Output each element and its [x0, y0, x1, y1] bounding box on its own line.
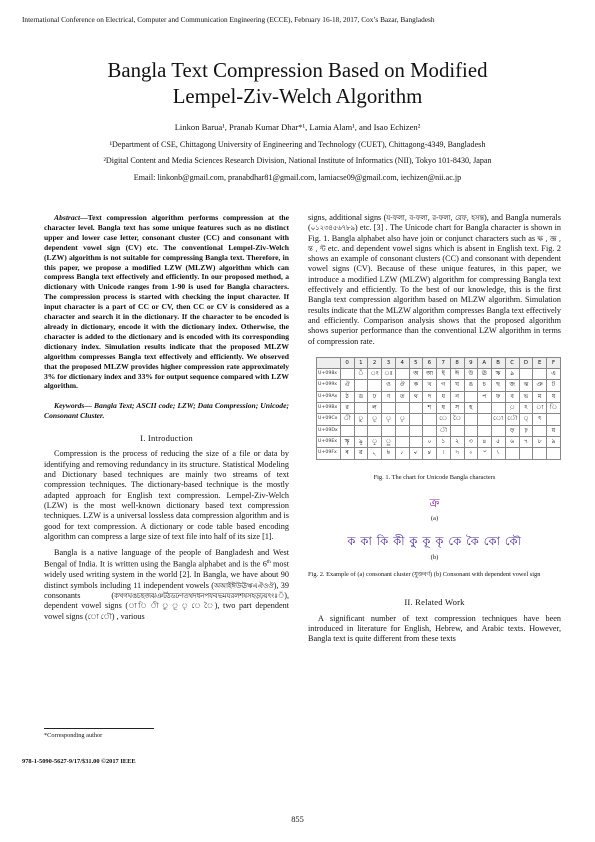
- chart-cell: স: [450, 403, 464, 414]
- chart-cell: ছ: [491, 380, 505, 391]
- chart-cell: ৫: [491, 436, 505, 447]
- chart-cell: [354, 425, 368, 436]
- figure-1-caption: Fig. 1. The chart for Unicode Bangla characters: [373, 473, 496, 481]
- chart-cell: [505, 448, 519, 459]
- chart-cell: য: [547, 391, 561, 402]
- chart-cell: [519, 448, 533, 459]
- text-run: most widely used writing system in the world [2]. In Bangla, we have about 90 distinct symbols including 11 independent vowels (: [44, 560, 289, 590]
- chart-header-cell: 5: [409, 357, 423, 368]
- chart-row: [317, 403, 561, 414]
- chart-cell: [395, 369, 409, 380]
- chart-cell: চ: [478, 380, 492, 391]
- chart-cell: অ: [409, 369, 423, 380]
- chart-cell: ূ: [368, 414, 382, 425]
- chart-cell: ণ: [381, 391, 395, 402]
- chart-cell: [395, 436, 409, 447]
- chart-cell: ৎ: [533, 414, 547, 425]
- chart-cell: ৳: [381, 448, 395, 459]
- chart-cell: ৪: [478, 436, 492, 447]
- chart-cell: ়: [505, 403, 519, 414]
- bangla-dependent-vowels: া ি ী ু ূ ৃ ে ৈ: [128, 602, 215, 611]
- chart-cell: ঃ: [381, 369, 395, 380]
- chart-cell: ঞ: [533, 380, 547, 391]
- chart-cell: [340, 369, 354, 380]
- chart-header-cell: 1: [354, 357, 368, 368]
- bangla-additional-signs: য-ফলা, ব-ফলা, র-ফলা, রেফ, হসন্ত: [386, 214, 485, 222]
- chart-cell: দ: [423, 391, 437, 402]
- section-heading-introduction: I. Introduction: [140, 433, 193, 444]
- consonant-vowel-glyphs: ক কা কি কী কু কূ কৃ কে কৈ কো কৌ: [347, 534, 522, 549]
- chart-cell: ৵: [409, 448, 423, 459]
- bangla-vowels: অআইঈউঊঋএঐওঔ: [214, 581, 274, 590]
- footnote: *Corresponding author: [44, 732, 103, 739]
- conference-header: International Conference on Electrical, Computer and Communication Engineering (ECCE), February 16-18, 2017, Cox’s Bazar, Bangladesh: [22, 15, 435, 24]
- bangla-conjuncts: ক্ষ , জ্ঞ , ন্ত , ন্ট: [308, 234, 561, 253]
- chart-cell: ৭: [519, 436, 533, 447]
- chart-row: [317, 380, 561, 391]
- chart-row-label: U+09Dx: [317, 425, 341, 436]
- chart-cell: ৺: [478, 448, 492, 459]
- chart-row: [317, 391, 561, 402]
- chart-cell: র: [340, 403, 354, 414]
- chart-header-cell: C: [505, 357, 519, 368]
- chart-cell: গ: [436, 380, 450, 391]
- chart-row: [317, 425, 561, 436]
- chart-row-label: U+09Fx: [317, 448, 341, 459]
- text-run: ), 39 consonants (: [44, 580, 289, 601]
- text-run: ) (b) Consonant with dependent vowel sign: [430, 571, 541, 579]
- chart-cell: ৈ: [450, 414, 464, 425]
- chart-header-row: [317, 357, 561, 368]
- chart-cell: ৶: [423, 448, 437, 459]
- chart-header-cell: 0: [340, 357, 354, 368]
- chart-row: [317, 369, 561, 380]
- chart-cell: ৃ: [381, 414, 395, 425]
- chart-cell: ৩: [464, 436, 477, 447]
- chart-cell: ৠ: [340, 436, 354, 447]
- chart-cell: [381, 425, 395, 436]
- chart-cell: [340, 425, 354, 436]
- chart-cell: ে: [436, 414, 450, 425]
- bangla-caption-word: যুক্তবর্ণ: [414, 572, 431, 579]
- chart-header-cell: 2: [368, 357, 382, 368]
- chart-cell: ড: [354, 391, 368, 402]
- chart-cell: ঋ: [491, 369, 505, 380]
- left-column: [44, 213, 289, 628]
- chart-cell: থ: [409, 391, 423, 402]
- chart-header-cell: E: [533, 357, 547, 368]
- chart-header-cell: 7: [436, 357, 450, 368]
- chart-cell: ঽ: [519, 403, 533, 414]
- figure-2a-label: (a): [430, 515, 439, 523]
- chart-cell: [354, 403, 368, 414]
- chart-row-label: U+098x: [317, 369, 341, 380]
- chart-row: [317, 436, 561, 447]
- chart-cell: ঢ়: [519, 425, 533, 436]
- chart-cell: ৬: [505, 436, 519, 447]
- chart-cell: ঐ: [340, 380, 354, 391]
- chart-header-cell: 6: [423, 357, 437, 368]
- chart-cell: [368, 380, 382, 391]
- chart-cell: ক: [409, 380, 423, 391]
- chart-cell: [409, 414, 423, 425]
- chart-cell: [409, 425, 423, 436]
- chart-cell: ী: [340, 414, 354, 425]
- intro-paragraph-2: [44, 548, 289, 622]
- chart-header-cell: A: [478, 357, 492, 368]
- abstract-label: Abstract: [54, 213, 81, 222]
- chart-cell: ৢ: [368, 436, 382, 447]
- chart-cell: ১: [436, 436, 450, 447]
- chart-cell: [464, 414, 477, 425]
- chart-cell: ত: [395, 391, 409, 402]
- chart-row: [317, 414, 561, 425]
- chart-header-cell: D: [519, 357, 533, 368]
- chart-cell: [395, 403, 409, 414]
- chart-cell: ০: [423, 436, 437, 447]
- chart-cell: [464, 425, 477, 436]
- page-number: 855: [291, 815, 304, 824]
- chart-cell: [533, 425, 547, 436]
- title-line-1: Bangla Text Compression Based on Modified: [107, 59, 488, 82]
- chart-cell: [491, 403, 505, 414]
- chart-cell: [354, 380, 368, 391]
- chart-cell: [547, 414, 561, 425]
- chart-cell: ৯: [547, 436, 561, 447]
- chart-cell: ও: [381, 380, 395, 391]
- chart-cell: ল: [368, 403, 382, 414]
- text-run: Fig. 2. Example of (a) consonant cluster (: [308, 571, 415, 579]
- author-emails: Email: linkonb@gmail.com, pranabdhar81@gmail.com, lamiacse09@gmail.com, iechizen@nii.ac.jp: [133, 173, 462, 182]
- chart-header-cell: F: [547, 357, 561, 368]
- text-run: Bangla is a native language of the people of Bangladesh and West Bengal of India. It is written using the Bangla alphabet and is the 6: [44, 548, 289, 570]
- chart-cell: ৹: [464, 448, 477, 459]
- chart-cell: জ: [505, 380, 519, 391]
- chart-cell: ি: [547, 403, 561, 414]
- chart-cell: [519, 369, 533, 380]
- chart-cell: ৰ: [340, 448, 354, 459]
- chart-cell: [533, 369, 547, 380]
- text-run: ) , various: [111, 611, 145, 621]
- chart-cell: ্: [519, 414, 533, 425]
- chart-cell: শ: [423, 403, 437, 414]
- chart-cell: এ: [547, 369, 561, 380]
- chart-cell: [423, 425, 437, 436]
- chart-cell: য়: [547, 425, 561, 436]
- chart-row-label: U+099x: [317, 380, 341, 391]
- chart-cell: [423, 414, 437, 425]
- chart-cell: [478, 403, 492, 414]
- chart-cell: ৄ: [395, 414, 409, 425]
- chart-cell: ৴: [395, 448, 409, 459]
- chart-cell: ৌ: [505, 414, 519, 425]
- bangla-two-part-vowels: ো ৌ: [87, 612, 112, 621]
- chart-cell: ঁ: [354, 369, 368, 380]
- abstract-text: —Text compression algorithm performs compression at the character level. Bangla text has some unique features such as no distinct upper and lower case letter, consonant cluster (CC) and consonant with dependent vowel sign (CV) etc. The conventional Lempel-Ziv-Welch (LZW) algorithm is not suitable for compressing Bangla text. Therefore, in this paper, we propose a modified LZW (MLZW) algorithm which can compress Bangla text effectively and efficiently. In our proposed method, a dictionary with Unicode ranges from 1-90 is used for Bangla characters. The compression process is started with checking the input character. If input character is a part of CC or CV, then CC or CV is considered as a character and search it in the dictionary. If the character to be encoded is already in dictionary, encode it with the dictionary index. Otherwise, the character is added to the dictionary and is encoded with its corresponding dictionary index. Simulation results indicate that the proposed MLZW algorithm compresses Bangla text effectively and efficiently. We observed that the proposed MLZW provides higher compression rate approximately 3% for dictionary index and 33% for output sequence compared with LZW algorithm.: [44, 213, 289, 391]
- chart-cell: ই: [436, 369, 450, 380]
- chart-cell: হ: [464, 403, 477, 414]
- chart-cell: ভ: [519, 391, 533, 402]
- text-run: ), two part dependent vowel signs (: [44, 601, 289, 621]
- text-run: ), dependent vowel signs (: [44, 591, 289, 611]
- chart-cell: [381, 403, 395, 414]
- chart-cell: ড়: [505, 425, 519, 436]
- chart-cell: ঢ: [368, 391, 382, 402]
- chart-cell: ু: [354, 414, 368, 425]
- chart-cell: [395, 425, 409, 436]
- author-list: Linkon Barua¹, Pranab Kumar Dhar*¹, Lamia Alam¹, and Isao Echizen²: [174, 122, 421, 132]
- chart-header-cell: 4: [395, 357, 409, 368]
- chart-cell: খ: [423, 380, 437, 391]
- chart-cell: ফ: [491, 391, 505, 402]
- chart-cell: [450, 425, 464, 436]
- chart-cell: [464, 391, 477, 402]
- chart-header-cell: [317, 357, 341, 368]
- superscript: th: [266, 560, 271, 566]
- chart-cell: [368, 425, 382, 436]
- chart-cell: ঝ: [519, 380, 533, 391]
- chart-row-label: U+09Bx: [317, 403, 341, 414]
- paper-title: [40, 58, 555, 110]
- chart-cell: ৻: [491, 448, 505, 459]
- title-line-2: Lempel-Ziv-Welch Algorithm: [172, 85, 423, 108]
- chart-cell: ৡ: [354, 436, 368, 447]
- chart-row: [317, 448, 561, 459]
- chart-cell: আ: [423, 369, 437, 380]
- bangla-consonants: কখগঘঙচছজঝঞটঠডঢণতথদধনপফবভমযরলশষসহড়ঢ়য়ৎংঃঁ: [114, 592, 285, 601]
- chart-cell: [409, 403, 423, 414]
- chart-cell: উ: [464, 369, 477, 380]
- chart-cell: ঌ: [505, 369, 519, 380]
- text-run: etc. and dependent vowel signs which is absent in English text. Fig. 2 shows an example of consonant clusters (CC) and consonant with dependent vowel signs (CV). Because of these unique features, in this paper, we introduce a modified LZW (MLZW) algorithm for compressing Bangla text effectively and efficiently. To the best of our knowledge, this is the first Bangla text compression algorithm based on MLZW algorithm. Simulation results indicate that the MLZW algorithm compresses Bangla text effectively and efficiently. Comparison analysis shows that the proposed algorithm shows superior performance than the conventional LZW algorithm in terms of compression rate.: [308, 243, 561, 346]
- chart-cell: [547, 448, 561, 459]
- chart-cell: ঊ: [478, 369, 492, 380]
- text-run: signs, additional signs (: [308, 213, 387, 222]
- chart-row-label: U+09Cx: [317, 414, 341, 425]
- chart-cell: ষ: [436, 403, 450, 414]
- chart-cell: ন: [450, 391, 464, 402]
- chart-cell: ঔ: [395, 380, 409, 391]
- text-run: ), and Bangla numerals (: [308, 213, 561, 233]
- figure-2-caption: [308, 571, 561, 579]
- keywords-label: Keywords—: [54, 401, 92, 411]
- isbn-line: 978-1-5090-5627-9/17/$31.00 ©2017 IEEE: [22, 758, 136, 765]
- chart-cell: ৷: [436, 448, 450, 459]
- chart-row-label: U+09Ax: [317, 391, 341, 402]
- chart-cell: [409, 436, 423, 447]
- text-run: ) etc. [3] . The Unicode chart for Bangla character is shown in Fig. 1. Bangla alphabet also have join or conjunct characters such as: [308, 223, 561, 243]
- chart-header-cell: B: [491, 357, 505, 368]
- abstract: [44, 213, 289, 391]
- chart-cell: ঙ: [464, 380, 477, 391]
- related-paragraph-1: A significant number of text compression techniques have been introduced in literature for English, Hebrew, and Arabic texts. However, Bangla text is quite different from these texts: [308, 613, 561, 644]
- chart-cell: ঠ: [340, 391, 354, 402]
- chart-cell: ঈ: [450, 369, 464, 380]
- right-column: [308, 213, 561, 651]
- chart-header-cell: 8: [450, 357, 464, 368]
- chart-cell: ৸: [450, 448, 464, 459]
- chart-cell: ৱ: [354, 448, 368, 459]
- chart-cell: ২: [450, 436, 464, 447]
- footnote-divider: [44, 728, 154, 729]
- chart-cell: ব: [505, 391, 519, 402]
- chart-row-label: U+09Ex: [317, 436, 341, 447]
- chart-cell: প: [478, 391, 492, 402]
- consonant-cluster-glyph: ক্র: [429, 495, 440, 510]
- chart-cell: ং: [368, 369, 382, 380]
- chart-cell: ৲: [368, 448, 382, 459]
- affiliation-2: ²Digital Content and Media Sciences Research Division, National Institute of Informatics (NII), Tokyo 101-8430, Japan: [103, 156, 492, 165]
- chart-cell: ম: [533, 391, 547, 402]
- keywords: [44, 401, 289, 421]
- bangla-numerals: ০১২৩৪৫৬৭৮৯: [310, 224, 355, 233]
- chart-cell: [491, 425, 505, 436]
- keywords-text: Bangla Text; ASCII code; LZW; Data Compression; Unicode; Consonant Cluster.: [44, 401, 289, 421]
- chart-header-cell: 9: [464, 357, 477, 368]
- chart-cell: ৣ: [381, 436, 395, 447]
- chart-cell: ৮: [533, 436, 547, 447]
- chart-cell: ঘ: [450, 380, 464, 391]
- figure-2b-label: (b): [430, 553, 439, 561]
- intro-paragraph-1: Compression is the process of reducing the size of a file or data by identifying and removing redundancy in its structure. Statistical Modeling and Dictionary based techniques are mainly two streams of text compression techniques. The dictionary-based technique is the mostly adapted approach for English text compression. Lempel-Ziv-Welch (LZW) is the most well-known dictionary based text compression techniques. LZW is a universal lossless data compression algorithm and is good for text compression. A dictionary or code table based encoding algorithm can compress a large size of text file into half of its size [1].: [44, 449, 289, 541]
- chart-cell: [478, 414, 492, 425]
- section-heading-related-work: II. Related Work: [404, 597, 465, 608]
- chart-cell: া: [533, 403, 547, 414]
- chart-cell: ৗ: [436, 425, 450, 436]
- chart-cell: [533, 448, 547, 459]
- chart-cell: [478, 425, 492, 436]
- chart-cell: ধ: [436, 391, 450, 402]
- chart-cell: ো: [491, 414, 505, 425]
- unicode-bangla-chart: [316, 357, 561, 460]
- right-paragraph-1: [308, 213, 561, 347]
- chart-header-cell: 3: [381, 357, 395, 368]
- affiliation-1: ¹Department of CSE, Chittagong University of Engineering and Technology (CUET), Chittagong-4349, Bangladesh: [109, 140, 486, 149]
- chart-cell: ট: [547, 380, 561, 391]
